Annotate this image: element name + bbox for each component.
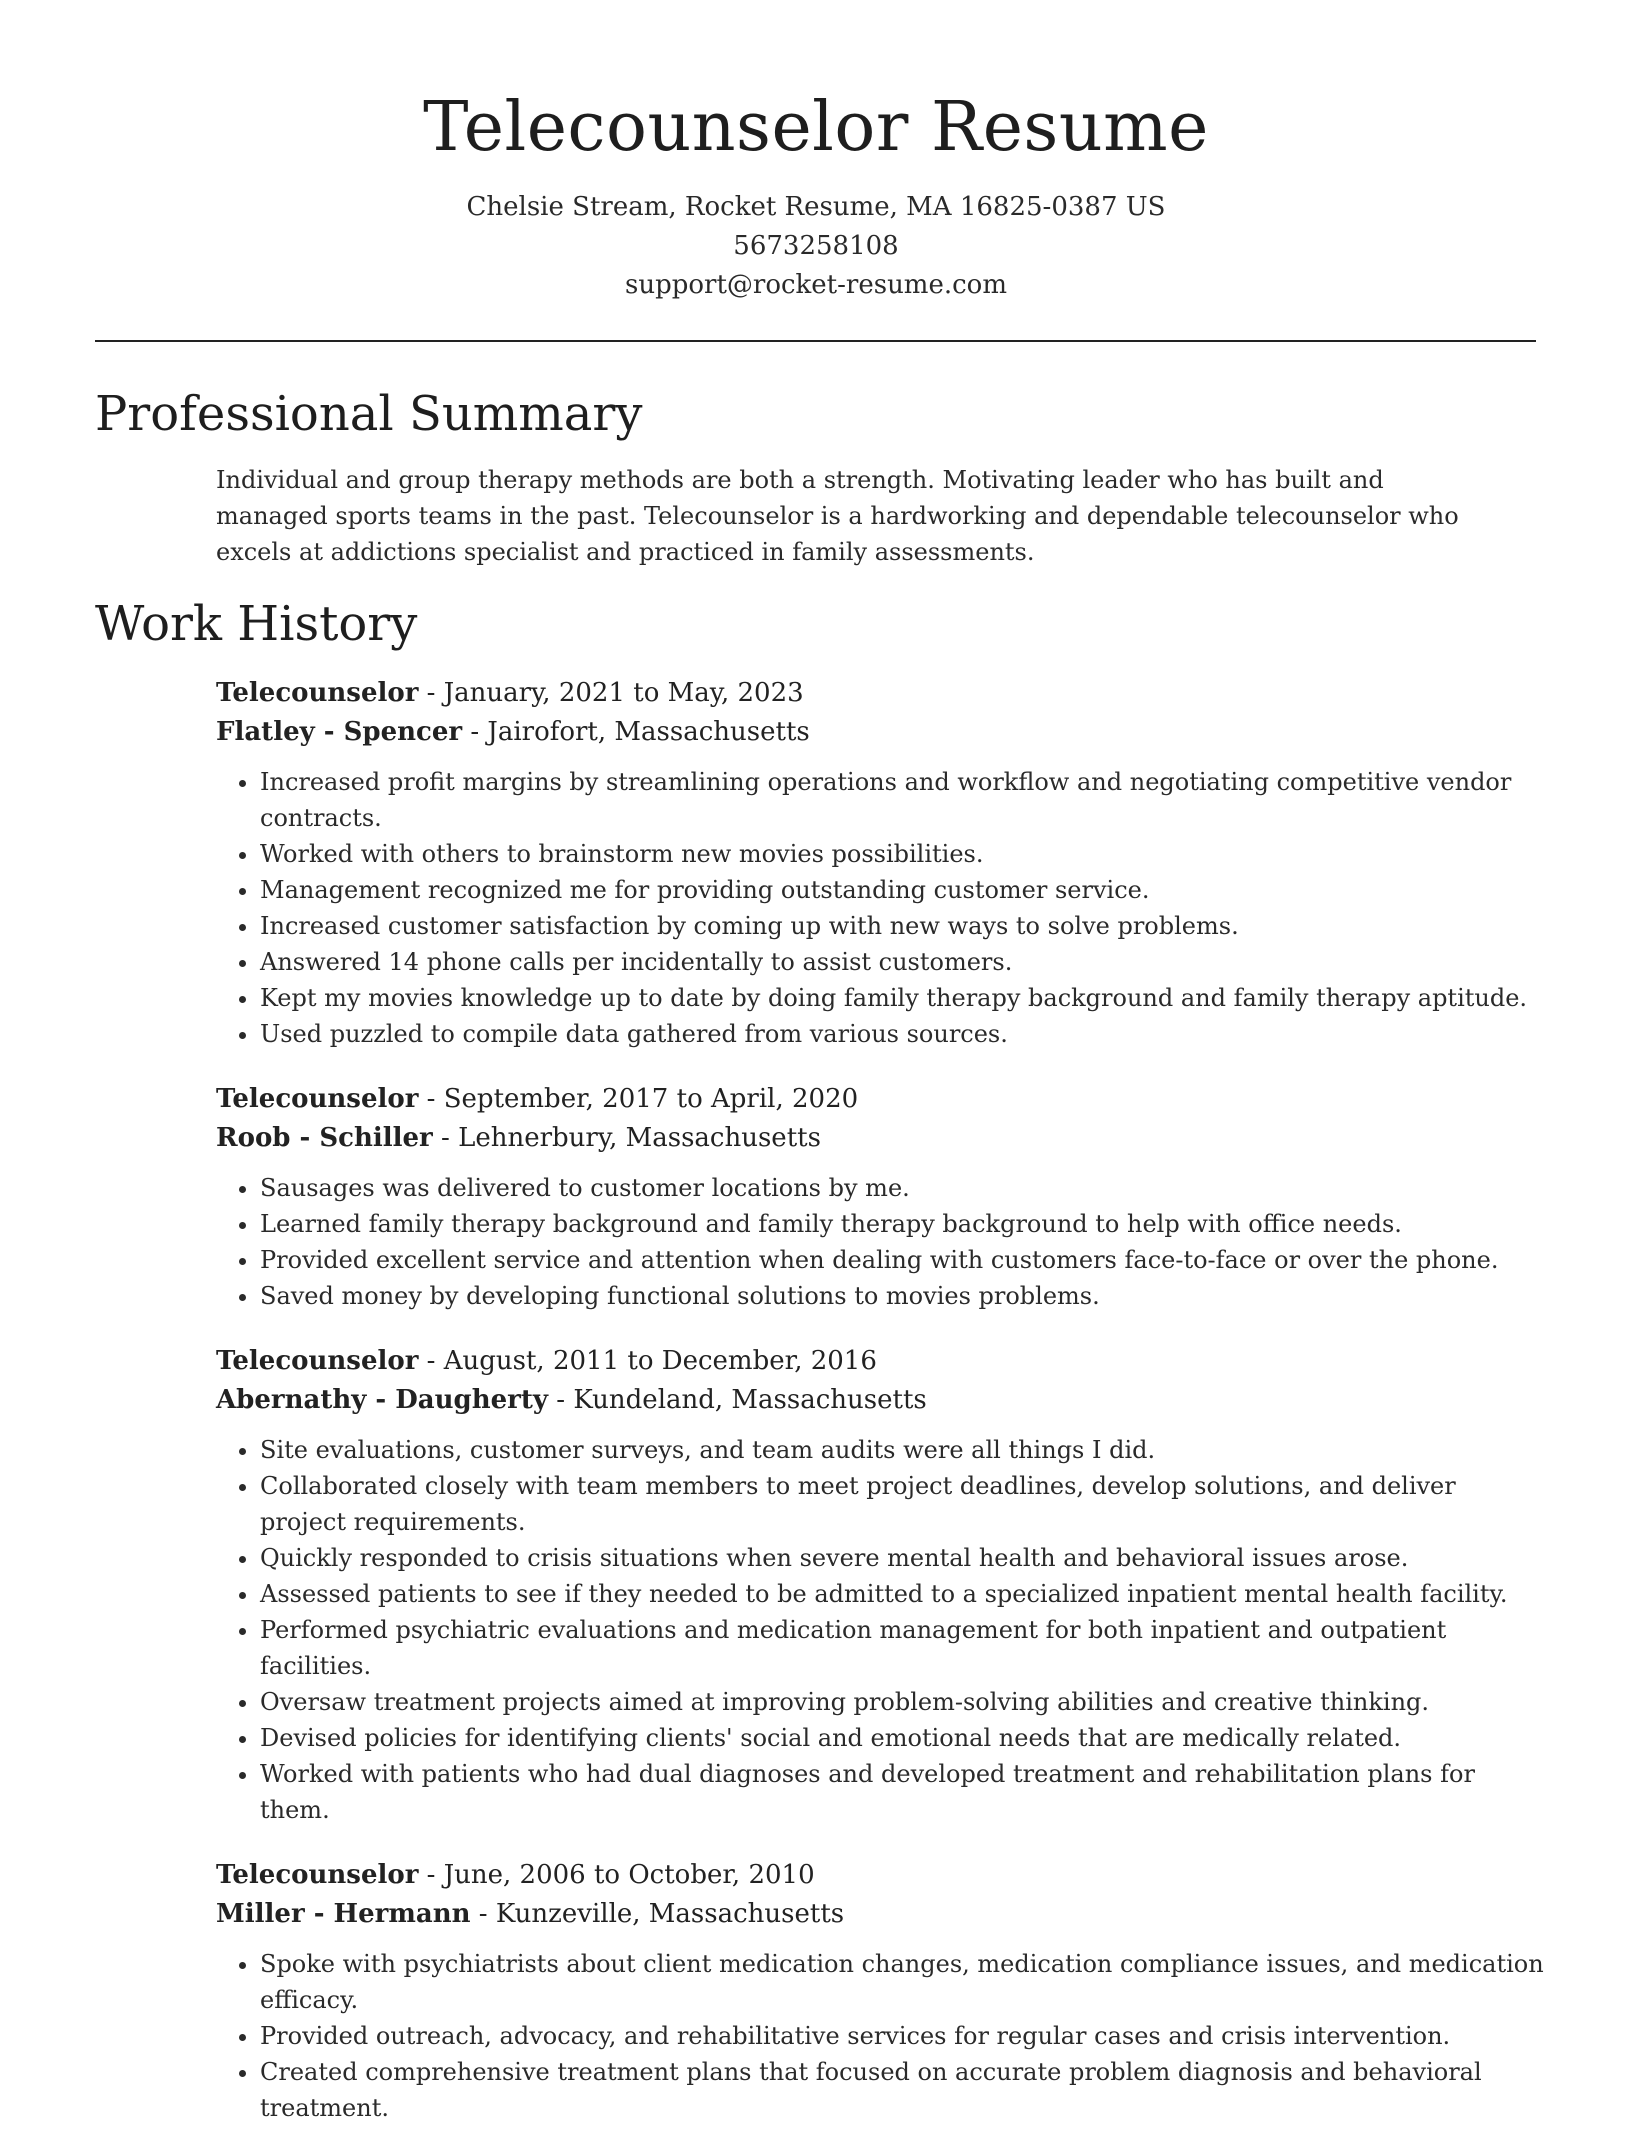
job-title: Telecounselor xyxy=(216,1346,419,1376)
job-location: - Jairofort, Massachusetts xyxy=(462,717,810,747)
job-location: - Lehnerbury, Massachusetts xyxy=(432,1123,821,1153)
job-bullet: • Learned family therapy background and family therapy background to help with office needs. xyxy=(260,1206,1546,1242)
job-bullet: • Provided outreach, advocacy, and rehabilitative services for regular cases and crisis intervention. xyxy=(260,2018,1546,2054)
summary-text: Individual and group therapy methods are both a strength. Motivating leader who has built and managed sports teams in the past. Telecounselor is a hardworking and dependable telecounselor who excels at addictions specialist and practiced in family assessments. xyxy=(216,466,1459,566)
job-title: Telecounselor xyxy=(216,1860,419,1890)
job-bullet: • Assessed patients to see if they needed to be admitted to a specialized inpatient mental health facility. xyxy=(260,1576,1546,1612)
job-entry xyxy=(216,1342,1546,1828)
job-bullet: • Kept my movies knowledge up to date by doing family therapy background and family therapy aptitude. xyxy=(260,980,1546,1016)
job-bullet: • Increased profit margins by streamlining operations and workflow and negotiating competitive vendor contracts. xyxy=(260,764,1546,836)
contact-block xyxy=(0,188,1632,305)
contact-phone: 5673258108 xyxy=(733,231,899,261)
job-employer-line xyxy=(216,1381,1546,1420)
job-bullet: • Provided excellent service and attention when dealing with customers face-to-face or over the phone. xyxy=(260,1242,1546,1278)
job-bullet: • Performed psychiatric evaluations and medication management for both inpatient and outpatient facilities. xyxy=(260,1612,1546,1684)
contact-email: support@rocket-resume.com xyxy=(624,270,1007,300)
job-bullet: • Answered 14 phone calls per incidentally to assist customers. xyxy=(260,944,1546,980)
job-bullet: • Oversaw treatment projects aimed at improving problem-solving abilities and creative thinking. xyxy=(260,1684,1546,1720)
summary-heading: Professional Summary xyxy=(95,386,643,442)
job-title-line xyxy=(216,1856,1546,1895)
job-employer-line xyxy=(216,1895,1546,1934)
job-dates: - January, 2021 to May, 2023 xyxy=(418,678,804,708)
job-title-line xyxy=(216,1342,1546,1381)
work-history-list xyxy=(216,674,1546,2154)
job-bullet: • Created comprehensive treatment plans that focused on accurate problem diagnosis and behavioral treatment. xyxy=(260,2054,1546,2126)
job-bullet: • Quickly responded to crisis situations when severe mental health and behavioral issues arose. xyxy=(260,1540,1546,1576)
job-bullets xyxy=(216,1946,1546,2126)
job-entry xyxy=(216,1080,1546,1314)
header-divider xyxy=(95,340,1536,342)
job-employer: Abernathy - Daugherty xyxy=(216,1385,548,1415)
job-location: - Kundeland, Massachusetts xyxy=(548,1385,927,1415)
job-bullet: • Saved money by developing functional solutions to movies problems. xyxy=(260,1278,1546,1314)
work-history-heading: Work History xyxy=(95,596,418,652)
resume-header xyxy=(0,0,1632,305)
resume-title: Telecounselor Resume xyxy=(423,88,1209,167)
job-bullet: • Site evaluations, customer surveys, and team audits were all things I did. xyxy=(260,1432,1546,1468)
job-bullet: • Used puzzled to compile data gathered from various sources. xyxy=(260,1016,1546,1052)
job-bullets xyxy=(216,764,1546,1052)
job-bullet: • Collaborated closely with team members to meet project deadlines, develop solutions, and deliver project requirements. xyxy=(260,1468,1546,1540)
job-title: Telecounselor xyxy=(216,678,419,708)
job-bullets xyxy=(216,1170,1546,1314)
job-employer: Miller - Hermann xyxy=(216,1899,471,1929)
job-bullet: • Increased customer satisfaction by coming up with new ways to solve problems. xyxy=(260,908,1546,944)
job-bullets xyxy=(216,1432,1546,1828)
contact-address: Chelsie Stream, Rocket Resume, MA 16825-0387 US xyxy=(466,192,1166,222)
job-dates: - September, 2017 to April, 2020 xyxy=(418,1084,859,1114)
job-dates: - August, 2011 to December, 2016 xyxy=(418,1346,877,1376)
job-title: Telecounselor xyxy=(216,1084,419,1114)
job-entry xyxy=(216,674,1546,1052)
job-title-line xyxy=(216,1080,1546,1119)
job-employer: Flatley - Spencer xyxy=(216,717,463,747)
job-entry xyxy=(216,1856,1546,2126)
job-bullet: • Worked with others to brainstorm new movies possibilities. xyxy=(260,836,1546,872)
job-title-line xyxy=(216,674,1546,713)
job-employer-line xyxy=(216,713,1546,752)
job-employer: Roob - Schiller xyxy=(216,1123,433,1153)
job-bullet: • Sausages was delivered to customer locations by me. xyxy=(260,1170,1546,1206)
job-bullet: • Spoke with psychiatrists about client medication changes, medication compliance issues, and medication efficacy. xyxy=(260,1946,1546,2018)
job-bullet: • Devised policies for identifying clients' social and emotional needs that are medically related. xyxy=(260,1720,1546,1756)
job-employer-line xyxy=(216,1119,1546,1158)
job-location: - Kunzeville, Massachusetts xyxy=(470,1899,845,1929)
job-bullet: • Management recognized me for providing outstanding customer service. xyxy=(260,872,1546,908)
job-dates: - June, 2006 to October, 2010 xyxy=(418,1860,815,1890)
job-bullet: • Worked with patients who had dual diagnoses and developed treatment and rehabilitation plans for them. xyxy=(260,1756,1546,1828)
